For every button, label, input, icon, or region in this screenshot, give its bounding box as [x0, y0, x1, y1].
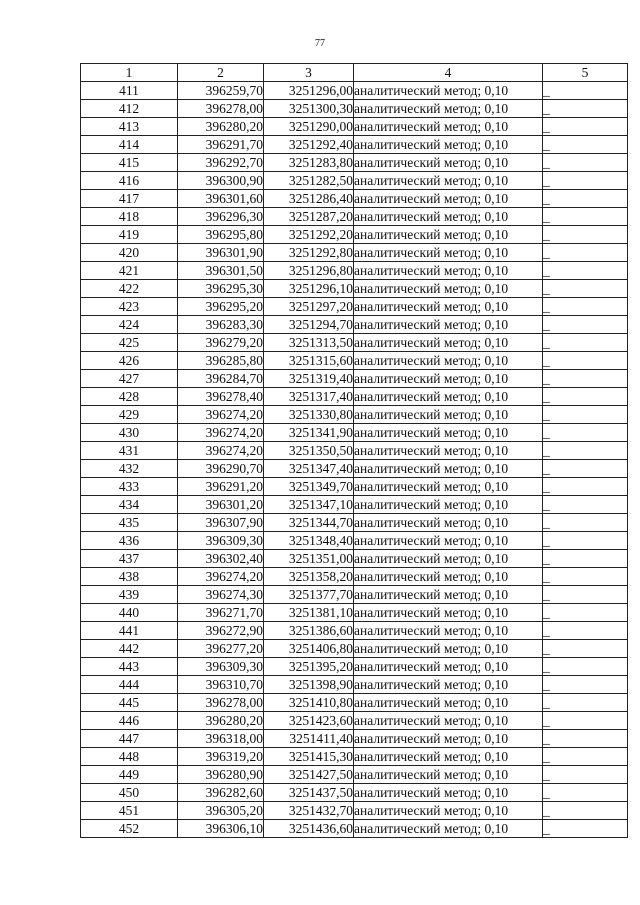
table-body: [81, 82, 628, 838]
method-accuracy-cell: аналитический метод; 0,10: [354, 424, 543, 442]
note-cell: _: [543, 586, 628, 604]
x-coordinate-cell: 396279,20: [178, 334, 264, 352]
table-row: [81, 388, 628, 406]
x-coordinate-cell: 396305,20: [178, 802, 264, 820]
method-accuracy-cell: аналитический метод; 0,10: [354, 766, 543, 784]
table-row: [81, 820, 628, 838]
y-coordinate-cell: 3251286,40: [264, 190, 354, 208]
point-number-cell: 448: [81, 748, 178, 766]
point-number-cell: 415: [81, 154, 178, 172]
x-coordinate-cell: 396283,30: [178, 316, 264, 334]
point-number-cell: 412: [81, 100, 178, 118]
x-coordinate-cell: 396274,20: [178, 568, 264, 586]
table-row: [81, 316, 628, 334]
y-coordinate-cell: 3251381,10: [264, 604, 354, 622]
note-cell: _: [543, 604, 628, 622]
method-accuracy-cell: аналитический метод; 0,10: [354, 496, 543, 514]
point-number-cell: 419: [81, 226, 178, 244]
point-number-cell: 420: [81, 244, 178, 262]
point-number-cell: 422: [81, 280, 178, 298]
note-cell: _: [543, 334, 628, 352]
method-accuracy-cell: аналитический метод; 0,10: [354, 388, 543, 406]
table-row: [81, 280, 628, 298]
note-cell: _: [543, 622, 628, 640]
x-coordinate-cell: 396274,20: [178, 424, 264, 442]
point-number-cell: 431: [81, 442, 178, 460]
note-cell: _: [543, 460, 628, 478]
method-accuracy-cell: аналитический метод; 0,10: [354, 442, 543, 460]
point-number-cell: 426: [81, 352, 178, 370]
table-row: [81, 190, 628, 208]
note-cell: _: [543, 640, 628, 658]
x-coordinate-cell: 396309,30: [178, 658, 264, 676]
method-accuracy-cell: аналитический метод; 0,10: [354, 640, 543, 658]
x-coordinate-cell: 396274,20: [178, 406, 264, 424]
header-cell-5: 5: [543, 64, 628, 82]
x-coordinate-cell: 396278,00: [178, 100, 264, 118]
y-coordinate-cell: 3251294,70: [264, 316, 354, 334]
table-row: [81, 550, 628, 568]
method-accuracy-cell: аналитический метод; 0,10: [354, 226, 543, 244]
method-accuracy-cell: аналитический метод; 0,10: [354, 604, 543, 622]
method-accuracy-cell: аналитический метод; 0,10: [354, 532, 543, 550]
y-coordinate-cell: 3251317,40: [264, 388, 354, 406]
y-coordinate-cell: 3251427,50: [264, 766, 354, 784]
x-coordinate-cell: 396277,20: [178, 640, 264, 658]
x-coordinate-cell: 396278,00: [178, 694, 264, 712]
method-accuracy-cell: аналитический метод; 0,10: [354, 334, 543, 352]
method-accuracy-cell: аналитический метод; 0,10: [354, 712, 543, 730]
y-coordinate-cell: 3251386,60: [264, 622, 354, 640]
table-row: [81, 748, 628, 766]
point-number-cell: 451: [81, 802, 178, 820]
table-row: [81, 604, 628, 622]
y-coordinate-cell: 3251287,20: [264, 208, 354, 226]
y-coordinate-cell: 3251315,60: [264, 352, 354, 370]
method-accuracy-cell: аналитический метод; 0,10: [354, 154, 543, 172]
note-cell: _: [543, 316, 628, 334]
page-number: 77: [315, 38, 325, 49]
x-coordinate-cell: 396292,70: [178, 154, 264, 172]
y-coordinate-cell: 3251296,00: [264, 82, 354, 100]
table-row: [81, 532, 628, 550]
table-row: [81, 118, 628, 136]
x-coordinate-cell: 396284,70: [178, 370, 264, 388]
method-accuracy-cell: аналитический метод; 0,10: [354, 694, 543, 712]
method-accuracy-cell: аналитический метод; 0,10: [354, 262, 543, 280]
table-row: [81, 712, 628, 730]
y-coordinate-cell: 3251350,50: [264, 442, 354, 460]
note-cell: _: [543, 424, 628, 442]
method-accuracy-cell: аналитический метод; 0,10: [354, 406, 543, 424]
point-number-cell: 439: [81, 586, 178, 604]
note-cell: _: [543, 118, 628, 136]
note-cell: _: [543, 388, 628, 406]
note-cell: _: [543, 496, 628, 514]
point-number-cell: 437: [81, 550, 178, 568]
method-accuracy-cell: аналитический метод; 0,10: [354, 118, 543, 136]
table-header-row: [81, 64, 628, 82]
note-cell: _: [543, 748, 628, 766]
method-accuracy-cell: аналитический метод; 0,10: [354, 316, 543, 334]
note-cell: _: [543, 154, 628, 172]
x-coordinate-cell: 396310,70: [178, 676, 264, 694]
note-cell: _: [543, 406, 628, 424]
note-cell: _: [543, 352, 628, 370]
method-accuracy-cell: аналитический метод; 0,10: [354, 82, 543, 100]
method-accuracy-cell: аналитический метод; 0,10: [354, 460, 543, 478]
method-accuracy-cell: аналитический метод; 0,10: [354, 244, 543, 262]
y-coordinate-cell: 3251398,90: [264, 676, 354, 694]
y-coordinate-cell: 3251377,70: [264, 586, 354, 604]
x-coordinate-cell: 396301,60: [178, 190, 264, 208]
table-row: [81, 352, 628, 370]
y-coordinate-cell: 3251283,80: [264, 154, 354, 172]
table-row: [81, 766, 628, 784]
x-coordinate-cell: 396285,80: [178, 352, 264, 370]
x-coordinate-cell: 396301,90: [178, 244, 264, 262]
y-coordinate-cell: 3251344,70: [264, 514, 354, 532]
point-number-cell: 429: [81, 406, 178, 424]
table-row: [81, 568, 628, 586]
x-coordinate-cell: 396309,30: [178, 532, 264, 550]
note-cell: _: [543, 280, 628, 298]
point-number-cell: 452: [81, 820, 178, 838]
table-row: [81, 406, 628, 424]
note-cell: _: [543, 514, 628, 532]
table-row: [81, 676, 628, 694]
table-row: [81, 208, 628, 226]
x-coordinate-cell: 396282,60: [178, 784, 264, 802]
y-coordinate-cell: 3251347,40: [264, 460, 354, 478]
note-cell: _: [543, 694, 628, 712]
note-cell: _: [543, 82, 628, 100]
method-accuracy-cell: аналитический метод; 0,10: [354, 352, 543, 370]
point-number-cell: 421: [81, 262, 178, 280]
y-coordinate-cell: 3251297,20: [264, 298, 354, 316]
x-coordinate-cell: 396274,20: [178, 442, 264, 460]
note-cell: _: [543, 208, 628, 226]
point-number-cell: 436: [81, 532, 178, 550]
table-row: [81, 82, 628, 100]
point-number-cell: 428: [81, 388, 178, 406]
note-cell: _: [543, 370, 628, 388]
table-row: [81, 514, 628, 532]
note-cell: _: [543, 478, 628, 496]
point-number-cell: 442: [81, 640, 178, 658]
note-cell: _: [543, 100, 628, 118]
x-coordinate-cell: 396291,20: [178, 478, 264, 496]
method-accuracy-cell: аналитический метод; 0,10: [354, 784, 543, 802]
table-row: [81, 136, 628, 154]
method-accuracy-cell: аналитический метод; 0,10: [354, 136, 543, 154]
table-row: [81, 298, 628, 316]
table-row: [81, 226, 628, 244]
point-number-cell: 433: [81, 478, 178, 496]
x-coordinate-cell: 396300,90: [178, 172, 264, 190]
y-coordinate-cell: 3251296,80: [264, 262, 354, 280]
y-coordinate-cell: 3251292,40: [264, 136, 354, 154]
point-number-cell: 425: [81, 334, 178, 352]
x-coordinate-cell: 396274,30: [178, 586, 264, 604]
note-cell: _: [543, 298, 628, 316]
note-cell: _: [543, 190, 628, 208]
note-cell: _: [543, 226, 628, 244]
y-coordinate-cell: 3251358,20: [264, 568, 354, 586]
table-row: [81, 802, 628, 820]
method-accuracy-cell: аналитический метод; 0,10: [354, 658, 543, 676]
table-row: [81, 460, 628, 478]
point-number-cell: 441: [81, 622, 178, 640]
y-coordinate-cell: 3251296,10: [264, 280, 354, 298]
note-cell: _: [543, 136, 628, 154]
method-accuracy-cell: аналитический метод; 0,10: [354, 622, 543, 640]
x-coordinate-cell: 396295,80: [178, 226, 264, 244]
method-accuracy-cell: аналитический метод; 0,10: [354, 820, 543, 838]
method-accuracy-cell: аналитический метод; 0,10: [354, 298, 543, 316]
x-coordinate-cell: 396291,70: [178, 136, 264, 154]
method-accuracy-cell: аналитический метод; 0,10: [354, 280, 543, 298]
table-row: [81, 424, 628, 442]
point-number-cell: 443: [81, 658, 178, 676]
method-accuracy-cell: аналитический метод; 0,10: [354, 208, 543, 226]
y-coordinate-cell: 3251432,70: [264, 802, 354, 820]
y-coordinate-cell: 3251437,50: [264, 784, 354, 802]
table-row: [81, 658, 628, 676]
y-coordinate-cell: 3251319,40: [264, 370, 354, 388]
note-cell: _: [543, 730, 628, 748]
point-number-cell: 450: [81, 784, 178, 802]
table-row: [81, 100, 628, 118]
y-coordinate-cell: 3251348,40: [264, 532, 354, 550]
table-row: [81, 784, 628, 802]
point-number-cell: 414: [81, 136, 178, 154]
x-coordinate-cell: 396280,20: [178, 118, 264, 136]
table-row: [81, 496, 628, 514]
method-accuracy-cell: аналитический метод; 0,10: [354, 478, 543, 496]
y-coordinate-cell: 3251436,60: [264, 820, 354, 838]
x-coordinate-cell: 396306,10: [178, 820, 264, 838]
y-coordinate-cell: 3251282,50: [264, 172, 354, 190]
point-number-cell: 447: [81, 730, 178, 748]
method-accuracy-cell: аналитический метод; 0,10: [354, 550, 543, 568]
note-cell: _: [543, 766, 628, 784]
y-coordinate-cell: 3251351,00: [264, 550, 354, 568]
y-coordinate-cell: 3251349,70: [264, 478, 354, 496]
point-number-cell: 449: [81, 766, 178, 784]
point-number-cell: 446: [81, 712, 178, 730]
table-row: [81, 262, 628, 280]
point-number-cell: 435: [81, 514, 178, 532]
y-coordinate-cell: 3251410,80: [264, 694, 354, 712]
point-number-cell: 444: [81, 676, 178, 694]
x-coordinate-cell: 396295,20: [178, 298, 264, 316]
note-cell: _: [543, 676, 628, 694]
header-cell-3: 3: [264, 64, 354, 82]
header-cell-2: 2: [178, 64, 264, 82]
x-coordinate-cell: 396307,90: [178, 514, 264, 532]
method-accuracy-cell: аналитический метод; 0,10: [354, 568, 543, 586]
table-row: [81, 442, 628, 460]
point-number-cell: 418: [81, 208, 178, 226]
point-number-cell: 440: [81, 604, 178, 622]
table-row: [81, 622, 628, 640]
note-cell: _: [543, 802, 628, 820]
method-accuracy-cell: аналитический метод; 0,10: [354, 172, 543, 190]
y-coordinate-cell: 3251313,50: [264, 334, 354, 352]
x-coordinate-cell: 396295,30: [178, 280, 264, 298]
point-number-cell: 432: [81, 460, 178, 478]
method-accuracy-cell: аналитический метод; 0,10: [354, 370, 543, 388]
method-accuracy-cell: аналитический метод; 0,10: [354, 802, 543, 820]
table-row: [81, 370, 628, 388]
note-cell: _: [543, 658, 628, 676]
y-coordinate-cell: 3251395,20: [264, 658, 354, 676]
y-coordinate-cell: 3251300,30: [264, 100, 354, 118]
x-coordinate-cell: 396302,40: [178, 550, 264, 568]
table-row: [81, 730, 628, 748]
point-number-cell: 424: [81, 316, 178, 334]
point-number-cell: 445: [81, 694, 178, 712]
note-cell: _: [543, 244, 628, 262]
point-number-cell: 416: [81, 172, 178, 190]
y-coordinate-cell: 3251411,40: [264, 730, 354, 748]
note-cell: _: [543, 262, 628, 280]
x-coordinate-cell: 396278,40: [178, 388, 264, 406]
y-coordinate-cell: 3251347,10: [264, 496, 354, 514]
note-cell: _: [543, 532, 628, 550]
table-row: [81, 334, 628, 352]
method-accuracy-cell: аналитический метод; 0,10: [354, 730, 543, 748]
y-coordinate-cell: 3251423,60: [264, 712, 354, 730]
point-number-cell: 413: [81, 118, 178, 136]
method-accuracy-cell: аналитический метод; 0,10: [354, 676, 543, 694]
note-cell: _: [543, 820, 628, 838]
point-number-cell: 438: [81, 568, 178, 586]
x-coordinate-cell: 396271,70: [178, 604, 264, 622]
y-coordinate-cell: 3251406,80: [264, 640, 354, 658]
table-row: [81, 172, 628, 190]
y-coordinate-cell: 3251290,00: [264, 118, 354, 136]
point-number-cell: 430: [81, 424, 178, 442]
x-coordinate-cell: 396280,90: [178, 766, 264, 784]
table-row: [81, 640, 628, 658]
x-coordinate-cell: 396318,00: [178, 730, 264, 748]
table-row: [81, 586, 628, 604]
note-cell: _: [543, 784, 628, 802]
table-row: [81, 694, 628, 712]
table-row: [81, 154, 628, 172]
note-cell: _: [543, 550, 628, 568]
x-coordinate-cell: 396280,20: [178, 712, 264, 730]
note-cell: _: [543, 568, 628, 586]
x-coordinate-cell: 396301,20: [178, 496, 264, 514]
x-coordinate-cell: 396272,90: [178, 622, 264, 640]
point-number-cell: 417: [81, 190, 178, 208]
table-row: [81, 478, 628, 496]
point-number-cell: 423: [81, 298, 178, 316]
x-coordinate-cell: 396319,20: [178, 748, 264, 766]
x-coordinate-cell: 396301,50: [178, 262, 264, 280]
y-coordinate-cell: 3251415,30: [264, 748, 354, 766]
point-number-cell: 411: [81, 82, 178, 100]
table-row: [81, 244, 628, 262]
y-coordinate-cell: 3251292,20: [264, 226, 354, 244]
point-number-cell: 427: [81, 370, 178, 388]
note-cell: _: [543, 442, 628, 460]
x-coordinate-cell: 396290,70: [178, 460, 264, 478]
x-coordinate-cell: 396259,70: [178, 82, 264, 100]
header-cell-1: 1: [81, 64, 178, 82]
method-accuracy-cell: аналитический метод; 0,10: [354, 190, 543, 208]
method-accuracy-cell: аналитический метод; 0,10: [354, 586, 543, 604]
x-coordinate-cell: 396296,30: [178, 208, 264, 226]
method-accuracy-cell: аналитический метод; 0,10: [354, 748, 543, 766]
y-coordinate-cell: 3251341,90: [264, 424, 354, 442]
method-accuracy-cell: аналитический метод; 0,10: [354, 514, 543, 532]
header-cell-4: 4: [354, 64, 543, 82]
note-cell: _: [543, 712, 628, 730]
coordinates-table: [80, 63, 628, 838]
y-coordinate-cell: 3251330,80: [264, 406, 354, 424]
method-accuracy-cell: аналитический метод; 0,10: [354, 100, 543, 118]
y-coordinate-cell: 3251292,80: [264, 244, 354, 262]
point-number-cell: 434: [81, 496, 178, 514]
note-cell: _: [543, 172, 628, 190]
